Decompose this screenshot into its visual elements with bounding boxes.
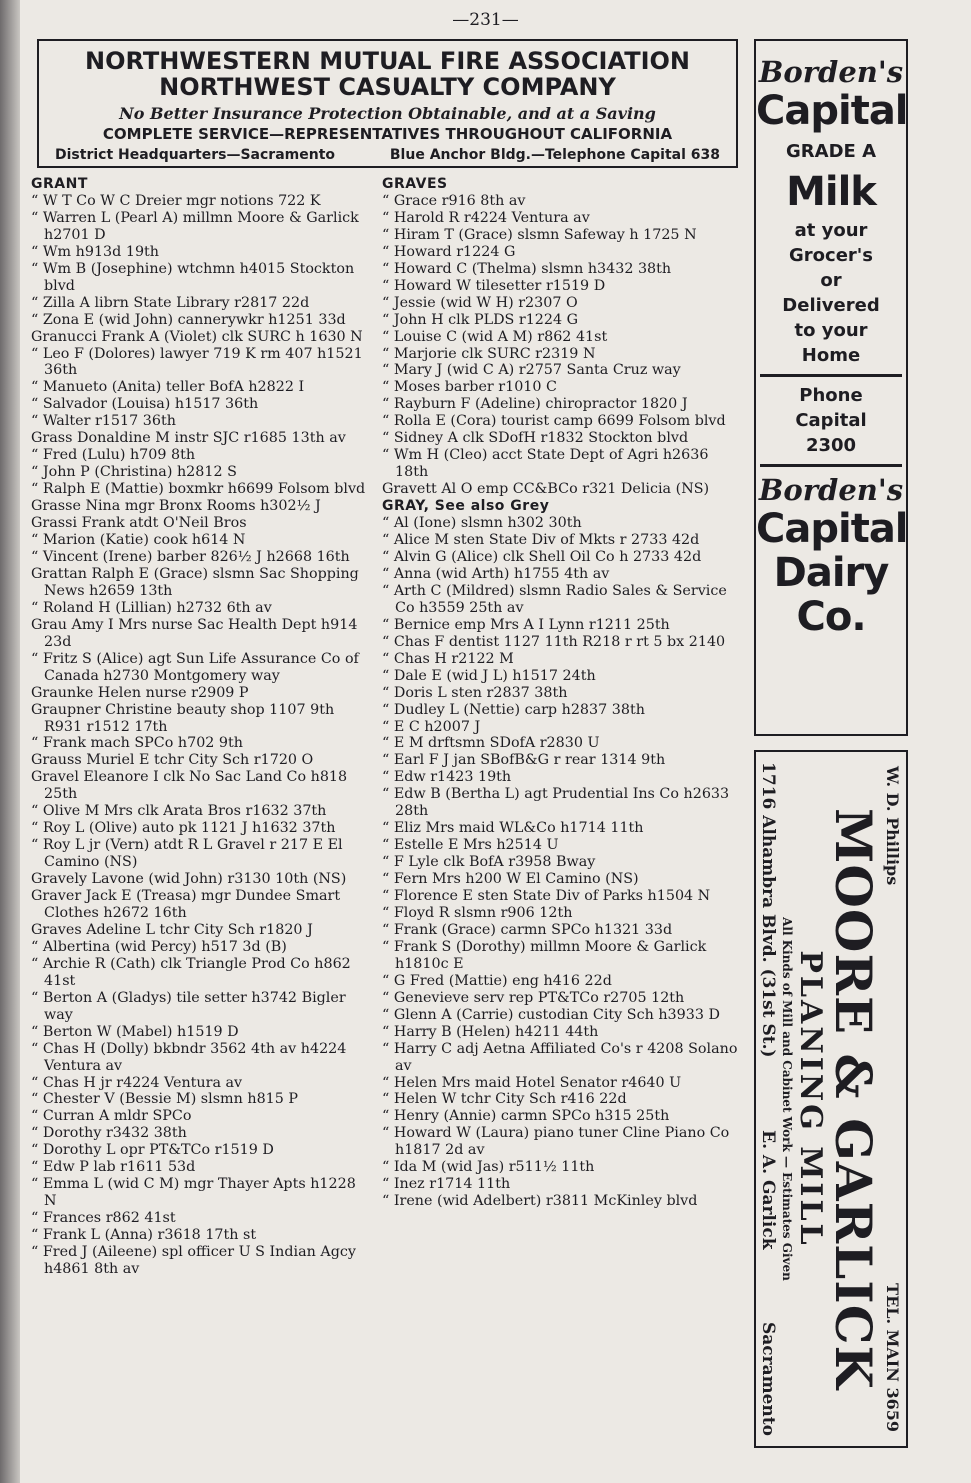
- directory-entry: “ Louise C (wid A M) r862 41st: [382, 328, 608, 345]
- directory-entry: “ Dale E (wid J L) h1517 24th: [382, 667, 596, 684]
- directory-entry: “ Warren L (Pearl A) millmn Moore & Garlick h2701 D: [31, 209, 359, 243]
- directory-entry: “ Moses barber r1010 C: [382, 379, 557, 396]
- moore-garlick-advertisement: [754, 750, 908, 1448]
- directory-entry: Grassi Frank atdt O'Neil Bros: [31, 515, 247, 532]
- phone-exchange: Capital: [795, 410, 867, 431]
- directory-entry: “ Manueto (Anita) teller BofA h2822 I: [31, 379, 305, 396]
- ad-bottom-line: [758, 752, 778, 1446]
- directory-entry: “ Berton W (Mabel) h1519 D: [31, 1023, 239, 1040]
- directory-entry: Grattan Ralph E (Grace) slsmn Sac Shopping News h2659 13th: [31, 565, 359, 599]
- directory-entry: Graunke Helen nurse r2909 P: [31, 684, 249, 701]
- ad-text: or: [820, 270, 842, 291]
- directory-entry: “ Howard W tilesetter r1519 D: [382, 277, 606, 294]
- co-label: Co.: [796, 594, 866, 640]
- directory-entry: “ Albertina (wid Percy) h517 3d (B): [31, 938, 287, 955]
- directory-entry: “ Alice M sten State Div of Mkts r 2733 42d: [382, 532, 700, 549]
- directory-entry: Grass Donaldine M instr SJC r1685 13th av: [31, 430, 346, 447]
- directory-entry: “ Edw r1423 19th: [382, 769, 512, 786]
- directory-entry: Graver Jack E (Treasa) mgr Dundee Smart Clothes h2672 16th: [31, 888, 341, 921]
- directory-entry: “ John H clk PLDS r1224 G: [382, 311, 579, 328]
- directory-entry: “ Harold R r4224 Ventura av: [382, 209, 590, 226]
- directory-entry: “ Rolla E (Cora) tourist camp 6699 Folsom blvd: [382, 413, 726, 430]
- directory-column-left: [31, 176, 371, 1278]
- directory-entry: “ John P (Christina) h2812 S: [31, 464, 237, 481]
- directory-entry: “ Frank mach SPCo h702 9th: [31, 735, 243, 752]
- directory-entry: “ Roy L (Olive) auto pk 1121 J h1632 37th: [31, 820, 336, 837]
- directory-entry: “ Dorothy L opr PT&TCo r1519 D: [31, 1142, 274, 1159]
- directory-entry: “ Dorothy r3432 38th: [31, 1125, 187, 1142]
- directory-entry: “ Helen Mrs maid Hotel Senator r4640 U: [382, 1074, 682, 1091]
- address: 1716 Alhambra Blvd. (31st St.): [758, 762, 778, 1058]
- directory-entry: “ Al (Ione) slsmn h302 30th: [382, 515, 582, 532]
- directory-entry: “ Sidney A clk SDofH r1832 Stockton blvd: [382, 430, 689, 447]
- ad-company-name-2: NORTHWEST CASUALTY COMPANY: [159, 73, 616, 101]
- directory-entry: “ Howard W (Laura) piano tuner Cline Piano Co h1817 2d av: [382, 1125, 730, 1159]
- directory-entry: “ Salvador (Louisa) h1517 36th: [31, 396, 259, 413]
- directory-entry: Gravett Al O emp CC&BCo r321 Delicia (NS): [382, 481, 710, 498]
- phone-number: 2300: [805, 435, 857, 456]
- directory-entry: “ Frank L (Anna) r3618 17th st: [31, 1227, 257, 1244]
- directory-entry: “ Chas F dentist 1127 11th R218 r rt 5 bx 2140: [382, 633, 726, 650]
- directory-entry: “ Wm h913d 19th: [31, 243, 159, 260]
- ad-text: at your: [794, 220, 868, 241]
- dairy-label: Dairy: [773, 550, 889, 596]
- directory-entry: “ Grace r916 8th av: [382, 192, 526, 209]
- directory-entry: “ Glenn A (Carrie) custodian City Sch h3933 D: [382, 1006, 720, 1023]
- directory-entry: “ Walter r1517 36th: [31, 413, 176, 430]
- directory-entry: Graves Adeline L tchr City Sch r1820 J: [31, 921, 313, 938]
- directory-entry: “ Rayburn F (Adeline) chiropractor 1820 J: [382, 396, 688, 413]
- insurance-advertisement: [37, 39, 738, 168]
- directory-entry: “ Arth C (Mildred) slsmn Radio Sales & Service Co h3559 25th av: [382, 582, 727, 616]
- directory-entry: Grauss Muriel E tchr City Sch r1720 O: [31, 752, 314, 769]
- capital-label: Capital: [756, 88, 908, 134]
- directory-entry: “ Irene (wid Adelbert) r3811 McKinley blvd: [382, 1193, 698, 1210]
- directory-entry: “ Ralph E (Mattie) boxmkr h6699 Folsom blvd: [31, 481, 366, 498]
- owner-phillips: W. D. Phillips: [883, 766, 902, 886]
- directory-entry: “ F Lyle clk BofA r3958 Bway: [382, 854, 596, 871]
- directory-entry: “ Zilla A librn State Library r2817 22d: [31, 294, 310, 311]
- ad-text: Delivered: [782, 295, 880, 316]
- directory-entry: “ Mary J (wid C A) r2757 Santa Cruz way: [382, 362, 681, 379]
- directory-entry: “ G Fred (Mattie) eng h416 22d: [382, 972, 612, 989]
- directory-entry: “ Wm H (Cleo) acct State Dept of Agri h2636 18th: [382, 447, 709, 481]
- directory-entry: “ Edw P lab r1611 53d: [31, 1159, 196, 1176]
- city: Sacramento: [758, 1322, 778, 1436]
- directory-entry: “ Howard C (Thelma) slsmn h3432 38th: [382, 260, 672, 277]
- ad-headquarters: District Headquarters—Sacramento: [55, 147, 335, 163]
- directory-entry: “ W T Co W C Dreier mgr notions 722 K: [31, 192, 321, 209]
- directory-entry: Granucci Frank A (Violet) clk SURC h 1630 N: [31, 328, 363, 345]
- directory-entry: “ Eliz Mrs maid WL&Co h1714 11th: [382, 820, 644, 837]
- directory-entry: “ Anna (wid Arth) h1755 4th av: [382, 565, 610, 582]
- ad-company-name: NORTHWESTERN MUTUAL FIRE ASSOCIATION: [85, 47, 690, 75]
- directory-entry: “ Earl F J jan SBofB&G r rear 1314 9th: [382, 752, 666, 769]
- directory-entry: “ Emma L (wid C M) mgr Thayer Apts h1228 N: [31, 1176, 356, 1210]
- ad-telephone: Blue Anchor Bldg.—Telephone Capital 638: [389, 147, 720, 163]
- directory-entry: “ Marjorie clk SURC r2319 N: [382, 345, 596, 362]
- section-heading: GRAVES: [382, 176, 448, 192]
- directory-entry: “ Fern Mrs h200 W El Camino (NS): [382, 871, 639, 888]
- directory-entry: “ Florence E sten State Div of Parks h1504 N: [382, 888, 711, 905]
- directory-entry: “ Jessie (wid W H) r2307 O: [382, 294, 578, 311]
- directory-entry: “ Howard r1224 G: [382, 243, 516, 260]
- ad-contact-line: [39, 144, 736, 166]
- directory-entry: “ Roy L jr (Vern) atdt R L Gravel r 217 E El Camino (NS): [31, 837, 343, 871]
- directory-entry: “ Fritz S (Alice) agt Sun Life Assurance Co of Canada h2730 Montgomery way: [31, 650, 359, 684]
- directory-entry: “ Curran A mldr SPCo: [31, 1108, 192, 1125]
- directory-entry: “ Harry B (Helen) h4211 44th: [382, 1023, 599, 1040]
- directory-entry: “ Harry C adj Aetna Affiliated Co's r 4208 Solano av: [382, 1040, 738, 1074]
- directory-entry: “ Leo F (Dolores) lawyer 719 K rm 407 h1521 36th: [31, 345, 363, 379]
- directory-entry: “ Olive M Mrs clk Arata Bros r1632 37th: [31, 803, 327, 820]
- directory-entry: “ E C h2007 J: [382, 718, 481, 735]
- telephone: TEL. MAIN 3659: [883, 1283, 902, 1432]
- company-title: MOORE & GARLICK: [824, 808, 883, 1390]
- capital-label-2: Capital: [756, 506, 908, 552]
- directory-entry: “ Marion (Katie) cook h614 N: [31, 532, 246, 549]
- directory-entry: “ Zona E (wid John) cannerywkr h1251 33d: [31, 311, 346, 328]
- directory-entry: “ Chester V (Bessie M) slsmn h815 P: [31, 1091, 299, 1108]
- section-heading: GRANT: [31, 176, 88, 192]
- bordens-advertisement: [754, 39, 908, 736]
- ad-text: Home: [801, 345, 861, 366]
- grade-label: GRADE A: [786, 141, 876, 162]
- directory-entry: “ Floyd R slsmn r906 12th: [382, 904, 573, 921]
- directory-entry: “ E M drftsmn SDofA r2830 U: [382, 735, 600, 752]
- directory-entry: “ Chas H (Dolly) bkbndr 3562 4th av h4224 Ventura av: [31, 1040, 347, 1074]
- bordens-logo-2: Borden's: [758, 473, 904, 507]
- directory-entry: “ Edw B (Bertha L) agt Prudential Ins Co h2633 28th: [382, 786, 730, 820]
- directory-entry: “ Chas H jr r4224 Ventura av: [31, 1074, 243, 1091]
- directory-entry: Grau Amy I Mrs nurse Sac Health Dept h914 23d: [31, 616, 358, 650]
- directory-entry: “ Vincent (Irene) barber 826½ J h2668 16th: [31, 548, 350, 565]
- directory-entry: “ Bernice emp Mrs A I Lynn r1211 25th: [382, 616, 670, 633]
- directory-entry: “ Dudley L (Nettie) carp h2837 38th: [382, 701, 645, 718]
- ad-service-line: COMPLETE SERVICE—REPRESENTATIVES THROUGHOUT CALIFORNIA: [102, 125, 673, 143]
- directory-entry: “ Frances r862 41st: [31, 1210, 176, 1227]
- directory-entry: “ Helen W tchr City Sch r416 22d: [382, 1091, 627, 1108]
- ad-slogan: No Better Insurance Protection Obtainable, and at a Saving: [119, 104, 656, 123]
- phone-label: Phone: [799, 385, 863, 406]
- directory-entry: “ Berton A (Gladys) tile setter h3742 Bigler way: [31, 989, 346, 1023]
- directory-entry: Grasse Nina mgr Bronx Rooms h302½ J: [31, 498, 321, 515]
- page-number: —231—: [452, 10, 519, 30]
- directory-entry: “ Genevieve serv rep PT&TCo r2705 12th: [382, 989, 685, 1006]
- directory-entry: “ Ida M (wid Jas) r511½ 11th: [382, 1159, 595, 1176]
- milk-label: Milk: [786, 169, 876, 215]
- ad-text: Grocer's: [789, 245, 873, 266]
- directory-entry: “ Fred (Lulu) h709 8th: [31, 447, 196, 464]
- divider: [760, 374, 902, 377]
- bordens-logo: Borden's: [758, 55, 904, 89]
- directory-entry: Graupner Christine beauty shop 1107 9th R931 r1512 17th: [31, 701, 335, 735]
- directory-entry: “ Chas H r2122 M: [382, 650, 514, 667]
- directory-entry: “ Wm B (Josephine) wtchmn h4015 Stockton blvd: [31, 260, 355, 294]
- directory-entry: “ Frank S (Dorothy) millmn Moore & Garlick h1810c E: [382, 938, 707, 972]
- directory-entry: Gravel Eleanore I clk No Sac Land Co h818 25th: [31, 769, 348, 803]
- directory-entry: “ Roland H (Lillian) h2732 6th av: [31, 599, 272, 616]
- directory-entry: “ Fred J (Aileene) spl officer U S Indian Agcy h4861 8th av: [31, 1244, 356, 1277]
- directory-entry: “ Frank (Grace) carmn SPCo h1321 33d: [382, 921, 673, 938]
- divider: [760, 464, 902, 467]
- owner-garlick: E. A. Garlick: [758, 1130, 778, 1250]
- ad-top-line: [883, 752, 902, 1446]
- directory-entry: “ Inez r1714 11th: [382, 1176, 511, 1193]
- ad-text: to your: [794, 320, 868, 341]
- section-heading: GRAY, See also Grey: [382, 498, 550, 515]
- directory-entry: “ Archie R (Cath) clk Triangle Prod Co h862 41st: [31, 955, 351, 989]
- company-subtitle: PLANING MILL: [793, 950, 828, 1248]
- directory-entry: “ Estelle E Mrs h2514 U: [382, 837, 559, 854]
- directory-entry: “ Hiram T (Grace) slsmn Safeway h 1725 N: [382, 226, 697, 243]
- services-note: All Kinds of Mill and Cabinet Work — Estimates Given: [780, 917, 794, 1281]
- directory-entry: “ Alvin G (Alice) clk Shell Oil Co h 2733 42d: [382, 548, 702, 565]
- page-binding-edge: [0, 0, 20, 1483]
- directory-entry: Gravely Lavone (wid John) r3130 10th (NS): [31, 871, 347, 888]
- directory-column-middle: [382, 176, 740, 1210]
- directory-entry: “ Doris L sten r2837 38th: [382, 684, 568, 701]
- directory-entry: “ Henry (Annie) carmn SPCo h315 25th: [382, 1108, 670, 1125]
